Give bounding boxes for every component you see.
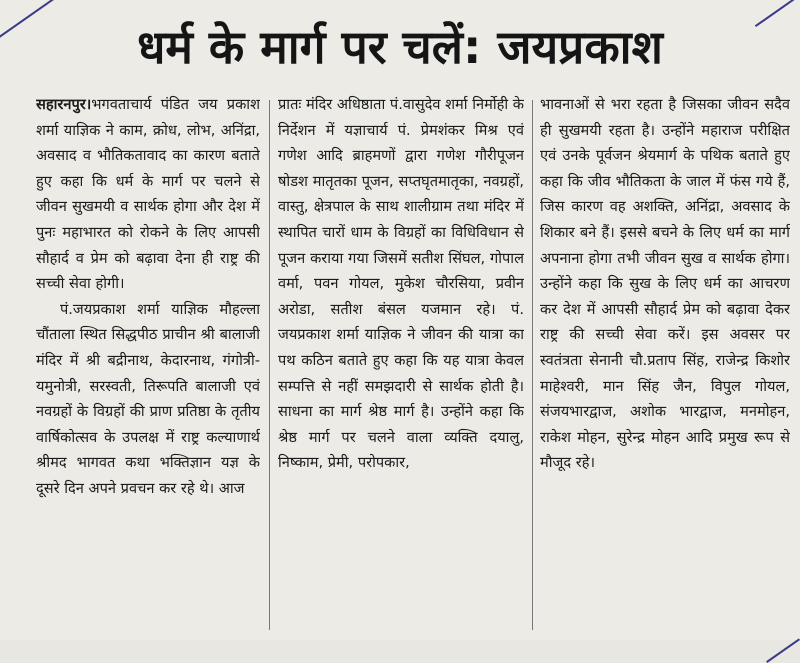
paragraph xyxy=(36,297,260,502)
article-column-2 xyxy=(278,92,524,632)
dateline: सहारनपुर। xyxy=(36,96,92,113)
headline: धर्म के मार्ग पर चलें: जयप्रकाश xyxy=(137,20,663,74)
column-divider xyxy=(269,100,270,630)
pen-mark xyxy=(766,638,800,663)
paragraph xyxy=(278,92,524,476)
paragraph xyxy=(540,92,790,476)
paragraph-text: पं.जयप्रकाश शर्मा याज्ञिक मौहल्ला चौंताला स्थित सिद्धपीठ प्राचीन श्री बालाजी मंदिर में श्री बद्रीनाथ, केदारनाथ, गंगोत्री-यमुनोत्री, सरस्वती, तिरूपति बालाजी एवं नवग्रहों के विग्रहों की प्राण प्रतिष्ठा के तृतीय वार्षिकोत्सव के उपलक्ष में राष्ट्र कल्याणार्थ श्रीमद भागवत कथा भक्तिज्ञान यज्ञ के दूसरे दिन अपने प्रवचन कर रहे थे। आज xyxy=(36,300,260,497)
paragraph xyxy=(36,92,260,297)
article-column-1 xyxy=(36,92,260,632)
paragraph-text: प्रातः मंदिर अधिष्ठाता पं.वासुदेव शर्मा निर्मोही के निर्देशन में यज्ञाचार्य पं. प्रेमशंकर मिश्र एवं गणेश आदि ब्राहमणों द्वारा गणेश गौरीपूजन षोडश मातृतका पूजन, सप्तघृतमातृका, नवग्रहों, वास्तु, क्षेत्रपाल के साथ शालीग्राम तथा मंदिर में स्थापित चारों धाम के विग्रहों का विधिविधान से पूजन कराया गया जिसमें सतीश सिंघल, गोपाल वर्मा, पवन गोयल, मुकेश चौरसिया, प्रवीन अरोडा, सतीश बंसल यजमान रहे। पं. जयप्रकाश शर्मा याज्ञिक ने जीवन की यात्रा का पथ कठिन बताते हुए कहा कि यह यात्रा केवल सम्पत्ति से नहीं समझदारी से सार्थक होती है। साधना का मार्ग श्रेष्ठ मार्ग है। उन्होंने कहा कि श्रेष्ठ मार्ग पर चलने वाला व्यक्ति दयालु, निष्काम, प्रेमी, परोपकार, xyxy=(278,96,524,472)
paragraph-text: भगवताचार्य पंडित जय प्रकाश शर्मा याज्ञिक ने काम, क्रोध, लोभ, अनिंद्रा, अवसाद व भौतिकतावाद का कारण बताते हुए कहा कि धर्म के मार्ग पर चलने से जीवन सुखमयी व सार्थक होगा और देश में पुनः महाभारत को रोकने के लिए आपसी सौहार्द व प्रेम को बढ़ावा देना ही राष्ट्र की सच्ची सेवा होगी। xyxy=(36,96,260,293)
paragraph-text: भावनाओं से भरा रहता है जिसका जीवन सदैव ही सुखमयी रहता है। उन्होंने महाराज परीक्षित एवं उनके पूर्वजन श्रेयमार्ग के पथिक बताते हुए कहा कि जीव भौतिकता के जाल में फंस गये हैं, जिस कारण वह अशक्ति, अनिंद्रा, अवसाद के शिकार बने हैं। इससे बचने के लिए धर्म का मार्ग अपनाना होगा तभी जीवन सुख व सार्थक होगा। उन्होंने कहा कि सुख के लिए धर्म का आचरण कर देश में आपसी सौहार्द प्रेम को बढ़ावा देकर राष्ट्र की सच्ची सेवा करें। इस अवसर पर स्वतंत्रता सेनानी चौ.प्रताप सिंह, राजेन्द्र किशोर माहेश्वरी, मान सिंह जैन, विपुल गोयल, संजयभारद्वाज, अशोक भारद्वाज, मनमोहन, राकेश मोहन, सुरेन्द्र मोहन आदि प्रमुख रूप से मौजूद रहे। xyxy=(540,96,790,472)
article-column-3 xyxy=(540,92,790,632)
column-divider xyxy=(532,100,533,630)
